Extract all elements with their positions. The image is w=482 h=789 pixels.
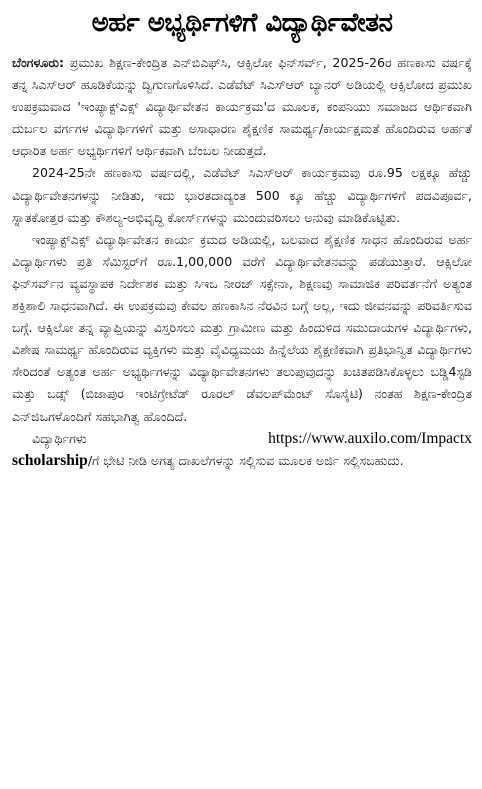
impactx-url: https://www.auxilo.com/Impactx [268,429,472,447]
article-dateline: ಬೆಂಗಳೂರು: [12,55,65,70]
article-paragraph-1 [12,52,472,162]
paragraph-4-rest [12,450,472,472]
article-headline: ಅರ್ಹ ಅಭ್ಯರ್ಥಿಗಳಿಗೆ ವಿದ್ಯಾರ್ಥಿವೇತನ [91,8,393,38]
article-paragraph-4 [12,428,472,472]
paragraph-4-tail: /ಗೆ ಭೇಟಿ ನೀಡಿ ಅಗತ್ಯ ದಾಖಲೆಗಳನ್ನು ಸಲ್ಲಿಸುವ ಮೂಲಕ ಅರ್ಜಿ ಸಲ್ಲಿಸಬಹುದು. [87,452,404,468]
article-paragraph-3: ಇಂಪ್ಯಾಕ್ಟ್‌ಎಕ್ಸ್ ವಿದ್ಯಾರ್ಥಿವೇತನ ಕಾರ್ಯ ಕ್ರಮದ ಅಡಿಯಲ್ಲಿ, ಬಲವಾದ ಶೈಕ್ಷಣಿಕ ಸಾಧನ ಹೊಂದಿರುವ ಅರ್ಹ ವಿದ್ಯಾರ್ಥಿಗಳು ಪ್ರತಿ ಸೆಮಿಸ್ಟರ್‌ಗೆ ರೂ.1,00,000 ವರೆಗೆ ವಿದ್ಯಾರ್ಥಿವೇತನವನ್ನು ಪಡೆಯುತ್ತಾರೆ. ಆಕ್ಸಿಲೋ ಫಿನ್‌ಸರ್ವ್‌ನ ವ್ಯವಸ್ಥಾಪಕ ನಿರ್ದೇಶಕ ಮತ್ತು ಸಿಇಒ ನೀರಜ್ ಸಕ್ಸೇನಾ, ಶಿಕ್ಷಣವು ಸಾಮಾಜಿಕ ಪರಿವರ್ತನೆಗೆ ಅತ್ಯಂತ ಶಕ್ತಿಶಾಲಿ ಸಾಧನವಾಗಿದೆ. ಈ ಉಪಕ್ರಮವು ಕೇವಲ ಹಣಕಾಸಿನ ನೆರವಿನ ಬಗ್ಗೆ ಅಲ್ಲ, ಇದು ಜೀವನವನ್ನು ಪರಿವರ್ತಿಸುವ ಬಗ್ಗೆ. ಆಕ್ಸಿಲೋ ತನ್ನ ವ್ಯಾಪ್ತಿಯನ್ನು ವಿಸ್ತರಿಸಲು ಮತ್ತು ಗ್ರಾಮೀಣ ಮತ್ತು ಹಿಂದುಳಿದ ಸಮುದಾಯಗಳ ವಿದ್ಯಾರ್ಥಿಗಳು, ವಿಶೇಷ ಸಾಮರ್ಥ್ಯ ಹೊಂದಿರುವ ವ್ಯಕ್ತಿಗಳು ಮತ್ತು ವೈವಿಧ್ಯಮಯ ಹಿನ್ನೆಲೆಯ ಶೈಕ್ಷಣಿಕವಾಗಿ ಪ್ರತಿಭಾನ್ವಿತ ವಿದ್ಯಾರ್ಥಿಗಳು ಸೇರಿದಂತೆ ಅತ್ಯಂತ ಅರ್ಹ ಅಭ್ಯರ್ಥಿಗಳನ್ನು ವಿದ್ಯಾರ್ಥಿವೇತನಗಳು ತಲುಪುವುದನ್ನು ಖಚಿತಪಡಿಸಿಕೊಳ್ಳಲು ಬಡ್ಡಿ4ಸ್ಟಡಿ ಮತ್ತು ಬಡ್ಸ್ (ಬಿಜಾಪುರ ಇಂಟಿಗ್ರೇಟೆಡ್ ರೂರಲ್ ಡೆವಲಪ್‌ಮೆಂಟ್ ಸೊಸೈಟಿ) ನಂತಹ ಶಿಕ್ಷಣ-ಕೇಂದ್ರಿತ ಎನ್‌ಜಿಒಗಳೊಂದಿಗೆ ಸಹಭಾಗಿತ್ವ ಹೊಂದಿದೆ. [12,231,472,424]
article-paragraph-2: 2024-25ನೇ ಹಣಕಾಸು ವರ್ಷದಲ್ಲಿ, ಎಡೆವೆಟ್ ಸಿಎಸ್‌ಆರ್ ಕಾರ್ಯಕ್ರಮವು ರೂ.95 ಲಕ್ಷಕ್ಕೂ ಹೆಚ್ಚು ವಿದ್ಯಾರ್ಥಿವೇತನಗಳನ್ನು ನೀಡಿತು, ಇದು ಭಾರತದಾದ್ಯಂತ 500 ಕ್ಕೂ ಹೆಚ್ಚು ವಿದ್ಯಾರ್ಥಿಗಳಿಗೆ ಪದವಿಪೂರ್ವ, ಸ್ನಾತಕೋತ್ತರ ಮತ್ತು ಕೌಶಲ್ಯ-ಅಭಿವೃದ್ಧಿ ಕೋರ್ಸ್‌ಗಳನ್ನು ಮುಂದುವರಿಸಲು ಅನುವು ಮಾಡಿಕೊಟ್ಟಿತು. [12,165,472,225]
paragraph-4-lead: ವಿದ್ಯಾರ್ಥಿಗಳು [32,430,87,446]
paragraph-1-text: ಪ್ರಮುಖ ಶಿಕ್ಷಣ-ಕೇಂದ್ರಿತ ಎನ್‌ಬಿಎಫ್‌ಸಿ, ಆಕ್ಸಿಲೋ ಫಿನ್‌ಸರ್ವ್, 2025-26ರ ಹಣಕಾಸು ವರ್ಷಕ್ಕೆ ತನ್ನ ಸಿಎಸ್‌ಆರ್ ಹೂಡಿಕೆಯನ್ನು ದ್ವಿಗುಣಗೊಳಿಸಿದೆ. ಎಡೆವೆಟ್ ಸಿಎಸ್‌ಆರ್ ಬ್ಯಾನರ್ ಅಡಿಯಲ್ಲಿ ಆಕ್ಸಿಲೋದ ಪ್ರಮುಖ ಉಪಕ್ರಮವಾದ 'ಇಂಪ್ಯಾಕ್ಟ್‌ಎಕ್ಸ್ ವಿದ್ಯಾರ್ಥಿವೇತನ ಕಾರ್ಯಕ್ರಮ'ದ ಮೂಲಕ, ಕಂಪನಿಯು ಸಮಾಜದ ಆರ್ಥಿಕವಾಗಿ ದುರ್ಬಲ ವರ್ಗಗಳ ವಿದ್ಯಾರ್ಥಿಗಳಿಗೆ ಮತ್ತು ಅಸಾಧಾರಣ ಶೈಕ್ಷಣಿಕ ಸಾಮರ್ಥ್ಯ/ಕಾರ್ಯಕ್ಷಮತೆ ಹೊಂದಿರುವ ಅರ್ಹತೆ ಆಧಾರಿತ ಅರ್ಹ ಅಭ್ಯರ್ಥಿಗಳಿಗೆ ಆರ್ಥಿಕವಾಗಿ ಬೆಂಬಲ ನೀಡುತ್ತದೆ. [12,55,472,159]
scholarship-word: scholarship [12,451,88,469]
paragraph-4-first-line [12,428,472,450]
